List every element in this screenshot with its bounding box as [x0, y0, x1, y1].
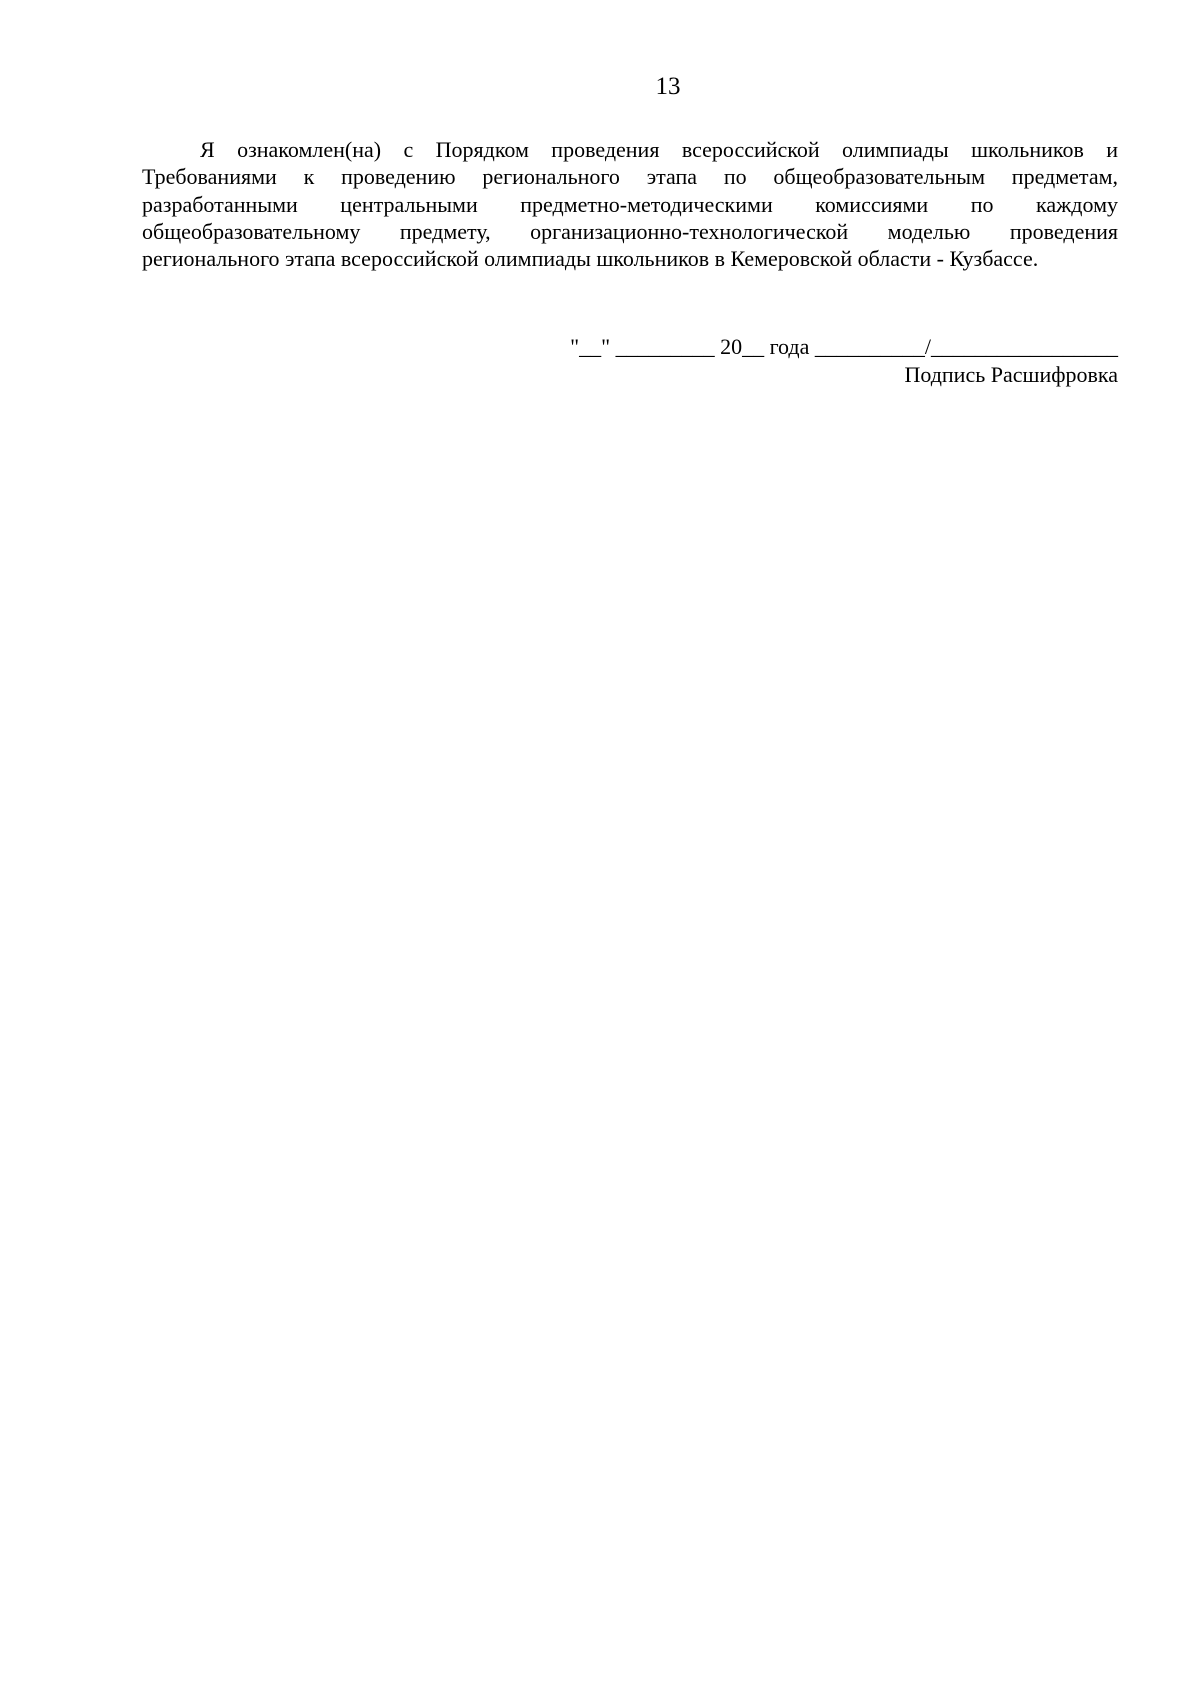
page-header [0, 72, 1200, 102]
acknowledgement-paragraph: Я ознакомлен(на) с Порядком проведения всероссийской олимпиады школьников и Требованиями к проведению регионального этапа по общеобразовательным предметам, разработанными центральными предметно-методическими комиссиями по каждому общеобразовательному предмету, организационно-технологической моделью проведения регионального этапа всероссийской олимпиады школьников в Кемеровской области - Кузбассе. [142, 137, 1118, 272]
page-number: 13 [655, 73, 681, 100]
signature-caption: Подпись Расшифровка [904, 362, 1118, 387]
date-signature-line: "__" _________ 20__ года __________/_________________ [570, 334, 1118, 359]
